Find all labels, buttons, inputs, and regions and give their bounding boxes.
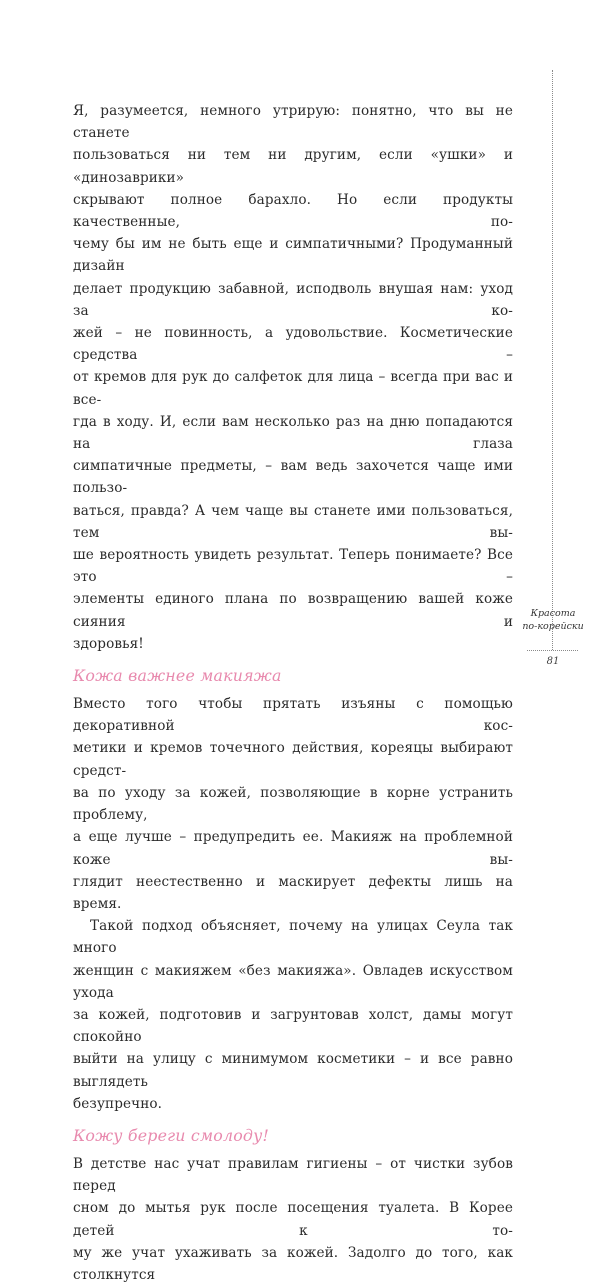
text-line: а еще лучше – предупредить ее. Макияж на проблемной коже вы-: [73, 829, 513, 868]
text-line: Вместо того чтобы прятать изъяны с помощью декоративной кос-: [73, 696, 513, 735]
text-line: скрывают полное барахло. Но если продукты качественные, по-: [73, 191, 513, 231]
text-line: глядит неестественно и маскирует дефекты лишь на время.: [73, 873, 513, 912]
text-line: за кожей, подготовив и загрунтовав холст, дамы могут спокойно: [73, 1006, 513, 1046]
section2-paragraph1: [73, 1153, 513, 1286]
main-text: [73, 100, 513, 1286]
intro-paragraph: [73, 100, 513, 655]
text-line: метики и кремов точечного действия, кореяцы выбирают средст-: [73, 740, 513, 779]
text-line: чему бы им не быть еще и симпатичными? Продуманный дизайн: [73, 236, 513, 275]
margin-dotted-rule: [552, 70, 553, 650]
page-number-dotted-rule: [527, 650, 578, 651]
text-line: делает продукцию забавной, исподволь внушая нам: уход за ко-: [73, 280, 513, 319]
text-line: симпатичные предметы, – вам ведь захочется чаще ими пользо-: [73, 458, 513, 497]
text-line: безупречно.: [73, 1095, 163, 1112]
text-line: ше вероятность увидеть результат. Теперь понимаете? Все это –: [73, 547, 513, 586]
text-line: Такой подход объясняет, почему на улицах Сеула так много: [73, 918, 513, 957]
page-number: 81: [546, 656, 560, 667]
text-line: женщин с макияжем «без макияжа». Овладев искусством ухода: [73, 962, 513, 1001]
text-line: сном до мытья рук после посещения туалета. В Корее детей к то-: [73, 1200, 513, 1239]
text-line: от кремов для рук до салфеток для лица – всегда при вас и все-: [73, 369, 513, 408]
text-line: пользоваться ни тем ни другим, если «ушки» и «динозаврики»: [73, 147, 513, 186]
text-line: элементы единого плана по возвращению вашей коже сияния и: [73, 591, 513, 630]
book-title-line: Красота: [530, 608, 576, 619]
text-line: В детстве нас учат правилам гигиены – от чистки зубов перед: [73, 1155, 513, 1195]
running-book-title: [522, 607, 584, 633]
text-line: жей – не повинность, а удовольствие. Косметические средства –: [73, 325, 513, 364]
text-line: ваться, правда? А чем чаще вы станете ими пользоваться, тем вы-: [73, 502, 513, 541]
book-title-line: по-корейски: [522, 621, 584, 632]
text-line: гда в ходу. И, если вам несколько раз на дню попадаются на глаза: [73, 413, 513, 453]
text-line: Я, разумеется, немного утрирую: понятно, что вы не станете: [73, 103, 513, 142]
section1-paragraph1: [73, 693, 513, 915]
text-line: ва по уходу за кожей, позволяющие в корне устранить проблему,: [73, 784, 513, 824]
text-line: му же учат ухаживать за кожей. Задолго до того, как столкнутся: [73, 1244, 513, 1283]
text-line: выйти на улицу с минимумом косметики – и все равно выглядеть: [73, 1051, 513, 1090]
section-heading-skin-over-makeup: Кожа важнее макияжа: [73, 666, 282, 686]
text-line: здоровья!: [73, 635, 144, 652]
section-heading-protect-skin-young: Кожу береги смолоду!: [73, 1125, 270, 1145]
section1-paragraph2: [73, 915, 513, 1115]
